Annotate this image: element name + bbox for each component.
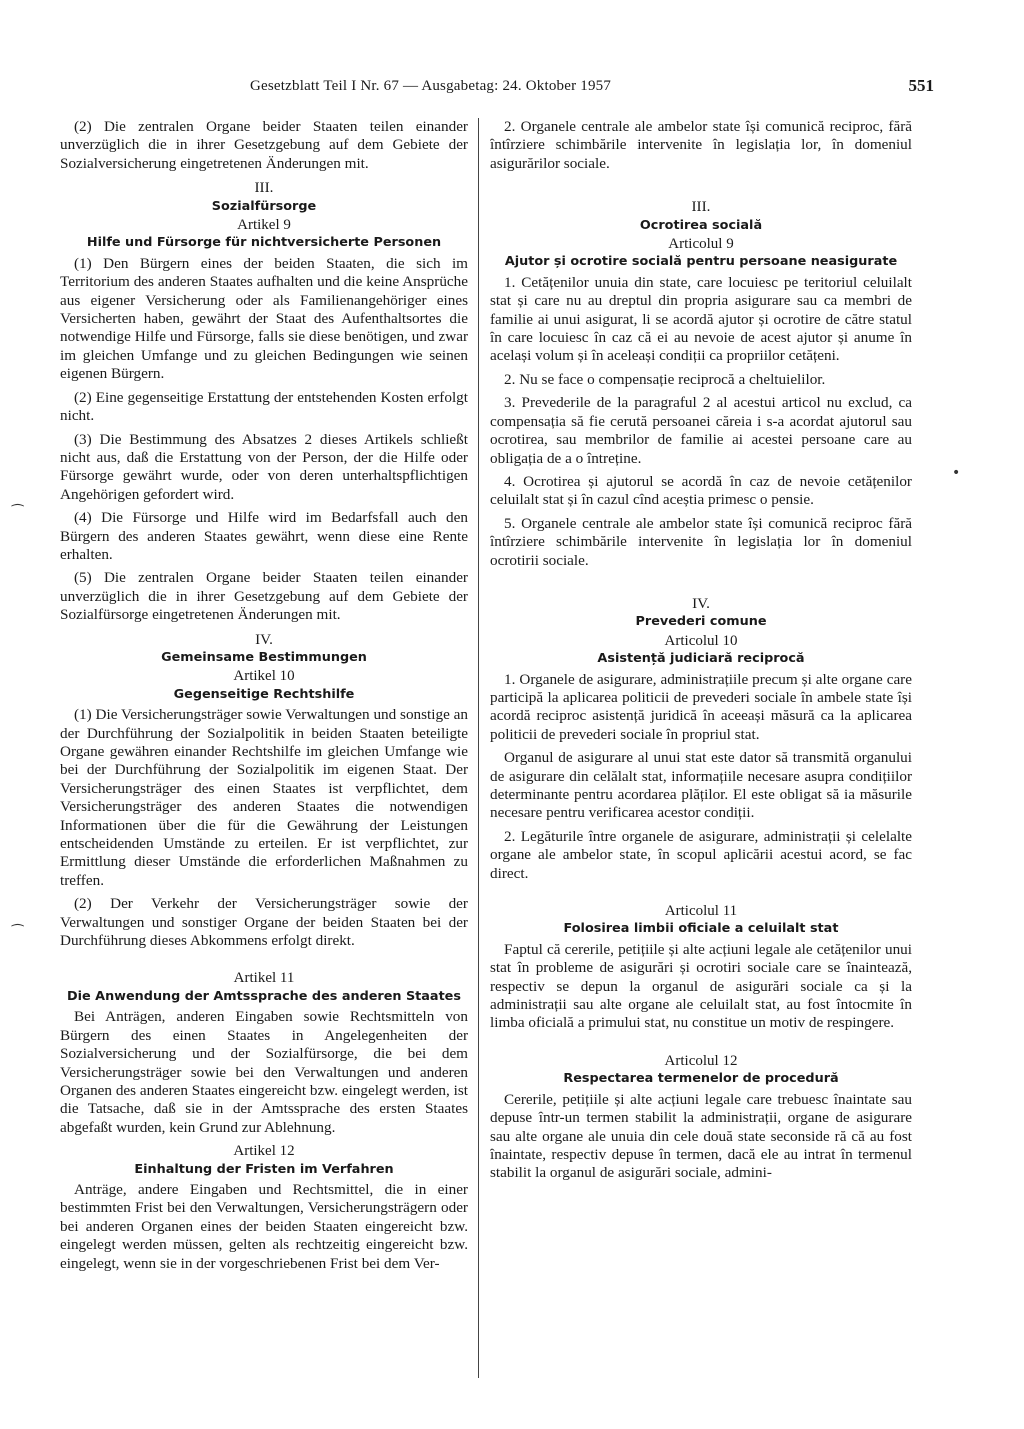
article-title: Einhaltung der Fristen im Verfahren [134, 1161, 394, 1177]
page-header [60, 74, 934, 102]
article-title: Asistență judiciară reciprocă [597, 651, 805, 667]
section-title: Sozialfürsorge [211, 198, 317, 214]
romanian-column [490, 118, 912, 1418]
article-title: Die Anwendung der Amtssprache des anderen Staates [67, 988, 461, 1004]
article-title: Hilfe und Fürsorge für nichtversicherte Personen [86, 235, 442, 251]
article-number: Artikel 12 [233, 1143, 295, 1160]
margin-tick-mark: ⁀ [12, 505, 24, 521]
section-title: Ocrotirea socială [639, 217, 763, 233]
paragraph: (1) Den Bürgern eines der beiden Staaten, die sich im Territorium des anderen Staates aufhalten und die keine Ansprüche aus eigener Versicherung oder als Familienangehöriger eines Versicherten haben, gewährt der Staat des Aufenthaltsortes die notwendige Hilfe und Fürsorge, falls sie diese benötigen, und zwar im gleichen Umfange und zu gleichen Bedingungen wie seinen eigenen Bürgern. [60, 254, 468, 383]
paragraph: (4) Die Fürsorge und Hilfe wird im Bedarfsfall auch den Bürgern des anderen Staates gewährt, wenn diese eine Rente erhalten. [60, 509, 468, 563]
paragraph: Cererile, petițiile și alte acțiuni legale care trebuesc înaintate sau depuse într-un termen stabilit la administrații, organe de asigurare sau alte organe ale unuia din cele două state seconside ră că au fost înaintate, respectiv depuse în termen, dacă ele au intrat în termenul stabilit la organul de asigurări sociale, admini- [490, 1090, 912, 1182]
article-title: Respectarea termenelor de procedură [563, 1071, 839, 1087]
paragraph: 1. Cetățenilor unuia din state, care locuiesc pe teritoriul celuilalt stat și care nu au dreptul din propria asigurare sau ca membri de familie ai unui asigurat, li se acordă ajutor și ocrotire de către statul în care locuiesc în caz că ei au nevoie de acest ajutor și anume în același volum și în aceleași condiții ca propriilor cetățeni. [490, 273, 912, 365]
margin-dot-mark: • [952, 465, 961, 481]
paragraph: 2. Organele centrale ale ambelor state își comunică reciproc, fără întîrziere schimbările intervenite în legislația lor, în domeniul asigurărilor sociale. [490, 118, 912, 172]
paragraph: Anträge, andere Eingaben und Rechtsmittel, die in einer bestimmten Frist bei den Verwaltungen, Versicherungsträgern oder bei anderen Organen eines der beiden Staaten eingereicht bzw. eingelegt werden müssen, gelten als rechtzeitig eingereicht bzw. eingelegt, wenn sie in der vorgeschriebenen Frist bei dem Ver- [60, 1180, 468, 1272]
article-title: Ajutor și ocrotire socială pentru persoane neasigurate [504, 254, 898, 270]
paragraph: 5. Organele centrale ale ambelor state își comunică reciproc fără întîrziere schimbările intervenite în legislația lor în domeniul ocrotirii sociale. [490, 514, 912, 569]
paragraph: (2) Der Verkehr der Versicherungsträger sowie der Verwaltungen und sonstiger Organe der beiden Staaten bei der Durchführung dieses Abkommens erfolgt direkt. [60, 895, 468, 950]
page-number: 551 [908, 76, 934, 95]
column-divider [478, 118, 479, 1378]
paragraph: Organul de asigurare al unui stat este dator să transmită organului de asigurare din celălalt stat, informațiile necesare asupra condițiilor determinante pentru acordarea plăților. El este obligat să ia măsurile necesare pentru verificarea acestor condiții. [490, 749, 912, 822]
paragraph: Faptul că cererile, petițiile și alte acțiuni legale ale cetățenilor unui stat în probleme de asigurări și ocrotiri sociale care se înaintează, respectiv se depun la organul de asigurări sociale ca și la administrații sau alte organe ale celuilalt stat, au fost întocmite în limba oficială a primului stat, nu constitue un motiv de respingere. [490, 940, 912, 1032]
paragraph: 1. Organele de asigurare, administrațiile precum și alte organe care participă la aplicarea politicii de prevederi sociale în ambele state își acordă reciproc asistență juridică în aceeași măsură ca la aplicarea politicii de prevederi sociale în propriul stat. [490, 670, 912, 743]
paragraph: Bei Anträgen, anderen Eingaben sowie Rechtsmitteln von Bürgern des einen Staates in Angelegenheiten der Sozialversicherung und der Sozialfürsorge, die bei dem Versicherungsträger sowie bei den Verwaltungen und anderen Organen des anderen Staates eingereicht bzw. eingelegt werden, ist die Tatsache, daß sie in der Amtssprache des ersten Staates abgefaßt wurden, kein Grund zur Ablehnung. [60, 1008, 468, 1136]
margin-tick-mark: ⁀ [12, 925, 24, 941]
paragraph: 3. Prevederile de la paragraful 2 al acestui articol nu exclud, ca compensația să fie cerută persoanei căreia i s-a acordat ajutorul sau ocrotirea, sau membrilor de familie ai acestei persoane care au obligația de a o întreține. [490, 394, 912, 467]
article-number: Artikel 10 [233, 668, 295, 685]
section-title: Prevederi comune [635, 614, 767, 630]
paragraph: 4. Ocrotirea și ajutorul se acordă în caz de nevoie cetățenilor celuilalt stat și în cazul cînd aceștia primesc o pensie. [490, 472, 912, 509]
article-number: Articolul 9 [668, 236, 734, 253]
article-title: Folosirea limbii oficiale a celuilalt stat [563, 921, 839, 937]
article-number: Articolul 11 [664, 903, 738, 920]
paragraph: (5) Die zentralen Organe beider Staaten teilen einander unverzüglich die in ihrer Gesetzgebung auf dem Gebiete der Sozialfürsorge eingetretenen Änderungen mit. [60, 569, 468, 624]
article-number: Articolul 10 [664, 632, 738, 649]
german-column [60, 118, 468, 1418]
paragraph: (2) Die zentralen Organe beider Staaten teilen einander unverzüglich die in ihrer Gesetzgebung auf dem Gebiete der Sozialversicherung eingetretenen Änderungen mit. [60, 118, 468, 172]
gazette-title: Gesetzblatt Teil I Nr. 67 — Ausgabetag: 24. Oktober 1957 [250, 78, 612, 94]
article-number: Artikel 9 [237, 217, 291, 234]
section-title: Gemeinsame Bestimmungen [161, 649, 367, 665]
section-number: III. [254, 179, 274, 197]
section-number: IV. [255, 630, 273, 648]
paragraph: (1) Die Versicherungsträger sowie Verwaltungen und sonstige an der Durchführung der Sozialpolitik in beiden Staaten beteiligte Organe gewähren einander Rechtshilfe im gleichen Umfange wie bei der Durchführung der Sozialpolitik im eigenen Staat. Der Versicherungsträger des einen Staates ist verpflichtet, dem Versicherungsträger des anderen Staates die notwendigen Informationen über die für die Gewährung der Leistungen entscheidenden Umstände zu erteilen. Er ist verpflichtet, zur Ermittlung dieser Umstände die erforderlichen Maßnahmen zu treffen. [60, 706, 468, 889]
article-title: Gegenseitige Rechtshilfe [173, 686, 355, 702]
paragraph: 2. Nu se face o compensație reciprocă a cheltuielilor. [504, 370, 826, 388]
article-number: Artikel 11 [233, 970, 295, 987]
section-number: IV. [692, 594, 710, 612]
paragraph: (3) Die Bestimmung des Absatzes 2 dieses Artikels schließt nicht aus, daß die Erstattung von der Person, der die Hilfe oder Fürsorge gewährt wurde, oder von deren unterhaltspflichtigen Angehörigen gefordert wird. [60, 430, 468, 503]
article-number: Articolul 12 [664, 1052, 738, 1069]
section-number: III. [691, 198, 711, 216]
paragraph: (2) Eine gegenseitige Erstattung der entstehenden Kosten erfolgt nicht. [60, 388, 468, 425]
paragraph: 2. Legăturile între organele de asigurare, administrații și celelalte organe ale ambelor state, în scopul aplicării acestui acord, se fac direct. [490, 827, 912, 882]
